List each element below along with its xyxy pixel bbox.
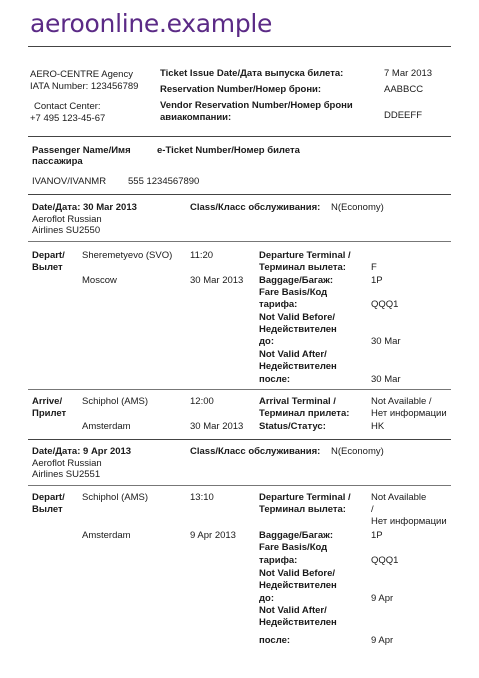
divider (28, 439, 451, 440)
brand-logo: aeroonline.example (30, 9, 273, 38)
status-label: Status/Статус: (259, 421, 326, 432)
depart-label-ru: Вылет (32, 262, 63, 273)
vendor-reservation-label: Vendor Reservation Number/Номер брони (160, 100, 353, 111)
agency-name: AERO-CENTRE Agency (30, 69, 133, 80)
fare-basis-value: QQQ1 (371, 299, 399, 310)
passenger-name-label: Passenger Name/Имя (32, 145, 131, 156)
airline: Aeroflot Russian (32, 214, 102, 225)
depart-label-ru: Вылет (32, 504, 63, 515)
depart-city: Moscow (82, 275, 117, 286)
not-valid-after-label-ru: Недействителен (259, 617, 337, 628)
arrive-label: Arrive/ (32, 396, 63, 407)
fare-basis-label: Fare Basis/Код (259, 542, 328, 553)
dep-terminal-value-2: / (371, 504, 374, 515)
not-valid-after-value: 9 Apr (371, 635, 394, 646)
depart-label: Depart/ (32, 250, 65, 261)
fare-basis-label-ru: тарифа: (259, 299, 298, 310)
baggage-label: Baggage/Багаж: (259, 530, 334, 541)
dep-terminal-label: Departure Terminal / (259, 492, 351, 503)
dep-terminal-value-ru: Нет информации (371, 516, 447, 527)
depart-time: 11:20 (190, 250, 214, 261)
not-valid-after-label-ru-2: после: (259, 635, 291, 646)
arr-terminal-label-ru: Терминал прилета: (259, 408, 350, 419)
arr-terminal-value-ru: Нет информации (371, 408, 447, 419)
divider (28, 194, 451, 195)
not-valid-after-label-ru: Недействителен (259, 361, 337, 372)
depart-date: 9 Apr 2013 (190, 530, 236, 541)
not-valid-after-label: Not Valid After/ (259, 605, 327, 616)
contact-phone: +7 495 123-45-67 (30, 113, 106, 124)
not-valid-after-value: 30 Mar (371, 374, 401, 385)
baggage-label: Baggage/Багаж: (259, 275, 334, 286)
depart-date: 30 Mar 2013 (190, 275, 244, 286)
class-label: Class/Класс обслуживания: (190, 202, 321, 213)
fare-basis-label-ru: тарифа: (259, 555, 298, 566)
fare-basis-label: Fare Basis/Код (259, 287, 328, 298)
flight-number: Airlines SU2551 (32, 469, 101, 480)
not-valid-before-label-ru: Недействителен (259, 580, 337, 591)
vendor-reservation-value: DDEEFF (384, 110, 422, 121)
arrive-date: 30 Mar 2013 (190, 421, 244, 432)
not-valid-before-label: Not Valid Before/ (259, 312, 336, 323)
not-valid-before-label-ru-2: до: (259, 593, 274, 604)
depart-label: Depart/ (32, 492, 65, 503)
depart-city: Amsterdam (82, 530, 131, 541)
dep-terminal-label-ru: Терминал вылета: (259, 504, 346, 515)
passenger-name: IVANOV/IVANMR (32, 176, 107, 187)
baggage-value: 1P (371, 275, 383, 286)
segment-inner-divider (28, 241, 451, 242)
arr-terminal-label: Arrival Terminal / (259, 396, 336, 407)
arrive-label-ru: Прилет (32, 408, 67, 419)
issue-date-value: 7 Mar 2013 (384, 68, 433, 79)
depart-airport: Sheremetyevo (SVO) (82, 250, 173, 261)
dep-terminal-value: F (371, 262, 377, 273)
arrive-city: Amsterdam (82, 421, 131, 432)
reservation-label: Reservation Number/Номер брони: (160, 84, 322, 95)
fare-basis-value: QQQ1 (371, 555, 399, 566)
header-divider (28, 46, 451, 47)
ticket-number: 555 1234567890 (128, 176, 200, 187)
segment-date: Date/Дата: 9 Apr 2013 (32, 446, 132, 457)
segment-inner-divider (28, 485, 451, 486)
dep-terminal-label: Departure Terminal / (259, 250, 351, 261)
reservation-value: AABBCC (384, 84, 424, 95)
airline: Aeroflot Russian (32, 458, 102, 469)
not-valid-before-label-ru-2: до: (259, 336, 274, 347)
iata-number: IATA Number: 123456789 (30, 81, 139, 92)
flight-number: Airlines SU2550 (32, 225, 101, 236)
baggage-value: 1P (371, 530, 383, 541)
not-valid-after-label-ru-2: после: (259, 374, 291, 385)
divider (28, 136, 451, 137)
not-valid-before-label: Not Valid Before/ (259, 568, 336, 579)
arrive-time: 12:00 (190, 396, 214, 407)
ticket-number-label: e-Ticket Number/Номер билета (157, 145, 300, 156)
segment-date: Date/Дата: 30 Mar 2013 (32, 202, 137, 213)
arr-terminal-value: Not Available / (371, 396, 432, 407)
not-valid-before-value: 9 Apr (371, 593, 394, 604)
dep-terminal-value: Not Available (371, 492, 427, 503)
depart-time: 13:10 (190, 492, 214, 503)
contact-center-label: Contact Center: (34, 101, 101, 112)
passenger-name-label-2: пассажира (32, 156, 83, 167)
not-valid-before-label-ru: Недействителен (259, 324, 337, 335)
class-value: N(Economy) (331, 446, 384, 457)
class-value: N(Economy) (331, 202, 384, 213)
class-label: Class/Класс обслуживания: (190, 446, 321, 457)
dep-terminal-label-ru: Терминал вылета: (259, 262, 346, 273)
status-value: HK (371, 421, 385, 432)
segment-inner-divider (28, 389, 451, 390)
arrive-airport: Schiphol (AMS) (82, 396, 148, 407)
depart-airport: Schiphol (AMS) (82, 492, 148, 503)
vendor-reservation-label-2: авиакомпании: (160, 112, 232, 123)
issue-date-label: Ticket Issue Date/Дата выпуска билета: (160, 68, 344, 79)
not-valid-after-label: Not Valid After/ (259, 349, 327, 360)
not-valid-before-value: 30 Mar (371, 336, 401, 347)
